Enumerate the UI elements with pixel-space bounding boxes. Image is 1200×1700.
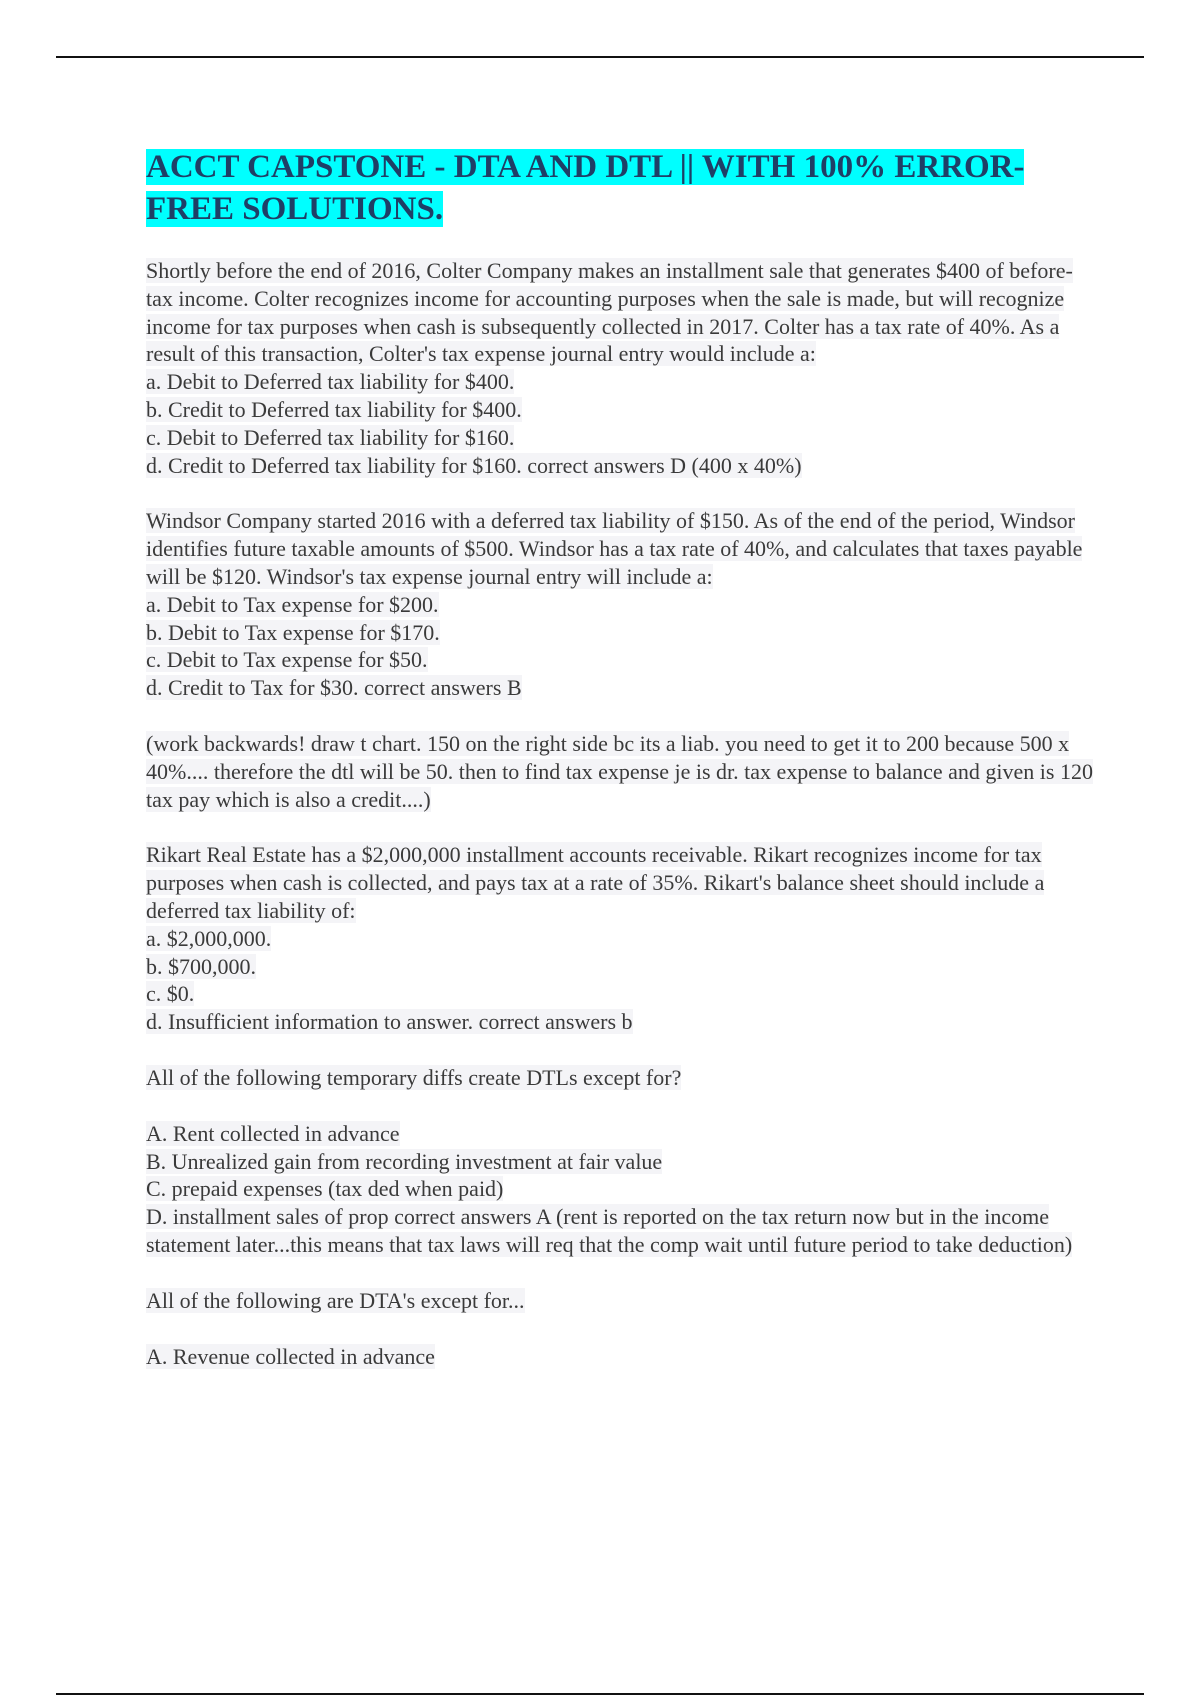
question-rikart xyxy=(146,841,1096,1036)
question-text: Shortly before the end of 2016, Colter Company makes an installment sale that generates $400 of before-tax income. Colter recognizes income for accounting purposes when the sale is made, but will recognize income for tax purposes when cash is subsequently collected in 2017. Colter has a tax rate of 40%. As a result of this transaction, Colter's tax expense journal entry would include a: xyxy=(146,258,1073,367)
answer-option: a. Debit to Tax expense for $200. xyxy=(146,591,439,617)
answer-option: d. Credit to Tax for $30. correct answers B xyxy=(146,675,522,701)
question-colter xyxy=(146,257,1096,479)
document-body xyxy=(146,146,1096,1398)
answer-option: b. $700,000. xyxy=(146,953,256,979)
top-rule xyxy=(56,56,1144,58)
answer-option: D. installment sales of prop correct answers A (rent is reported on the tax return now but in the income statement later...this means that tax laws will req that the comp wait until future period to take deduction) xyxy=(146,1204,1073,1257)
question-text: Rikart Real Estate has a $2,000,000 installment accounts receivable. Rikart recognizes income for tax purposes when cash is collected, and pays tax at a rate of 35%. Rikart's balance sheet should include a deferred tax liability of: xyxy=(146,842,1045,923)
answer-option: a. Debit to Deferred tax liability for $400. xyxy=(146,369,515,395)
question-dta-except xyxy=(146,1287,1096,1315)
options-dtl-except xyxy=(146,1120,1096,1259)
bottom-rule xyxy=(56,1693,1144,1695)
answer-option: A. Revenue collected in advance xyxy=(146,1343,435,1369)
document-title-text: ACCT CAPSTONE - DTA AND DTL || WITH 100% ERROR-FREE SOLUTIONS. xyxy=(146,149,1025,227)
answer-option: c. $0. xyxy=(146,981,195,1007)
answer-option: c. Debit to Tax expense for $50. xyxy=(146,647,428,673)
options-dta-except xyxy=(146,1343,1096,1371)
answer-option: d. Insufficient information to answer. correct answers b xyxy=(146,1009,633,1035)
explanation-text: (work backwards! draw t chart. 150 on the right side bc its a liab. you need to get it to 200 because 500 x 40%.... therefore the dtl will be 50. then to find tax expense je is dr. tax expense to balance and given is 120 tax pay which is also a credit....) xyxy=(146,730,1093,812)
question-text: Windsor Company started 2016 with a deferred tax liability of $150. As of the end of the period, Windsor identifies future taxable amounts of $500. Windsor has a tax rate of 40%, and calculates that taxes payable will be $120. Windsor's tax expense journal entry will include a: xyxy=(146,508,1083,589)
answer-option: d. Credit to Deferred tax liability for $160. correct answers D (400 x 40%) xyxy=(146,452,802,478)
question-text: All of the following temporary diffs create DTLs except for? xyxy=(146,1064,682,1090)
question-text: All of the following are DTA's except for... xyxy=(146,1287,525,1313)
question-windsor xyxy=(146,507,1096,702)
answer-option: b. Credit to Deferred tax liability for $400. xyxy=(146,396,522,422)
answer-option: A. Rent collected in advance xyxy=(146,1120,400,1146)
answer-option: c. Debit to Deferred tax liability for $160. xyxy=(146,424,515,450)
answer-option: a. $2,000,000. xyxy=(146,925,272,951)
explanation-note xyxy=(146,730,1096,813)
answer-option: b. Debit to Tax expense for $170. xyxy=(146,619,440,645)
answer-option: B. Unrealized gain from recording investment at fair value xyxy=(146,1148,663,1174)
answer-option: C. prepaid expenses (tax ded when paid) xyxy=(146,1176,504,1202)
question-dtl-except xyxy=(146,1064,1096,1092)
document-title xyxy=(146,146,1096,230)
